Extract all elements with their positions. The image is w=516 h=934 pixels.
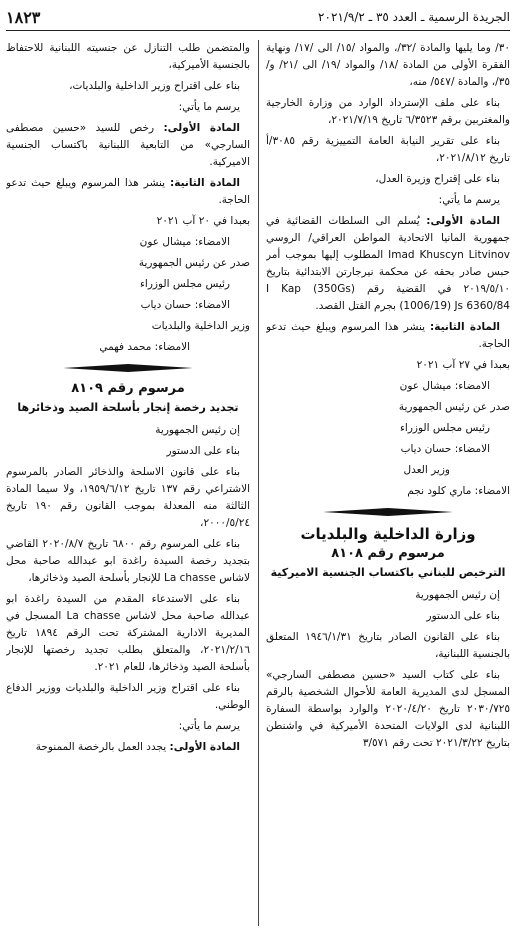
preamble-constitution: بناء على الدستور [166, 445, 240, 457]
recital-letter: بناء على كتاب السيد «حسين مصطفى السارجي» المسجل لدى المديرية العامة للأحوال الشخصية بالرقم ٢٠٣٠/٧٢٥ تاريخ ٢٠٢٠/٤/٢٠ والوارد بواسطة السفارة اللبنانية لدى الولايات المتحدة الأميركية في واشنطن بتاريخ ٢٠٢١/٣/٢٢ تحت رقم ٣/٥٧١ [266, 669, 510, 749]
page-number: ١٨٢٣ [6, 7, 41, 27]
recital-prosecution-report: بناء على تقرير النيابة العامة التمييزية رقم ٣٠٨٥/أ تاريخ ٢٠٢١/٨/١٢، [266, 135, 510, 164]
page-header [6, 4, 510, 31]
article-1-text: رخص للسيد «حسين مصطفى السارجي» من التابعية اللبنانية باكتساب الجنسية الاميركية. [6, 122, 250, 168]
decree-number: مرسوم رقم ٨١٠٩ [71, 381, 185, 396]
article-2-label: المادة الثانية: [170, 177, 240, 189]
section-divider [6, 360, 250, 376]
article-2 [6, 175, 250, 209]
issued-by: صدر عن رئيس الجمهورية [398, 401, 510, 413]
decree-date: بعبدا في ٢٧ آب ٢٠٢١ [416, 359, 510, 371]
decree-formula: يرسم ما يأتي: [438, 194, 500, 206]
article-2-label: المادة الثانية: [430, 321, 500, 333]
issued-by: صدر عن رئيس الجمهورية [138, 257, 250, 269]
preamble-president: إن رئيس الجمهورية [415, 589, 500, 601]
minister-signature: الامضاء: ماري كلود نجم [407, 485, 510, 497]
article-1-renewal [6, 739, 250, 756]
president-signature: الامضاء: ميشال عون [139, 236, 230, 248]
journal-title: الجريدة الرسمية ـ العدد ٣٥ ـ ٢٠٢١/٩/٢ [318, 10, 510, 24]
preamble-constitution: بناء على الدستور [426, 610, 500, 622]
decree-title: الترخيص للبناني باكتساب الجنسية الاميركية [270, 566, 506, 579]
column-rule [258, 40, 259, 926]
article-2-text: ينشر هذا المرسوم ويبلغ حيث تدعو الحاجة. [266, 321, 510, 350]
recital-application: بناء على الاستدعاء المقدم من السيدة راغدة ابو عبدالله صاحبة محل لاشاس La chasse المسجل في المديرية الادارية المشتركة تحت الرقم ١٨٩٤ تاريخ ٢٠٢١/٢/١٦، والمتعلق بطلب تجديد رخصتها للإنجار بأسلحة الصيد وذخائرها، للعام ٢٠٢١. [6, 593, 250, 673]
recital-weapons-law: بناء على قانون الاسلحة والذخائر الصادر بالمرسوم الاشتراعي رقم ١٣٧ تاريخ ١٩٥٩/٦/١٢، ولا سيما المادة الثالثة منه المعدلة بموجب القانون رقم ١٩٠ تاريخ ٢٠٠٠/٥/٢٤، [6, 466, 250, 529]
right-column [266, 40, 510, 926]
decree-number: مرسوم رقم ٨١٠٨ [331, 546, 445, 561]
prime-minister-title: رئيس مجلس الوزراء [399, 422, 490, 434]
minister-title: وزير الداخلية والبلديات [151, 320, 250, 332]
prime-minister-title: رئيس مجلس الوزراء [139, 278, 230, 290]
ministry-heading: وزارة الداخلية والبلديات [300, 525, 476, 543]
minister-title: وزير العدل [403, 464, 450, 476]
article-1-text: يجدد العمل بالرخصة الممنوحة [35, 741, 170, 753]
minister-signature: الامضاء: محمد فهمي [99, 341, 190, 353]
prime-minister-signature: الامضاء: حسان دياب [140, 299, 230, 311]
prime-minister-signature: الامضاء: حسان دياب [400, 443, 490, 455]
article-1-label: المادة الأولى: [426, 215, 500, 227]
recital-nationality-law: بناء على القانون الصادر بتاريخ ١٩٤٦/١/٣١ المتعلق بالجنسية اللبنانية، [266, 631, 510, 660]
recital-extradition-file: بناء على ملف الإسترداد الوارد من وزارة الخارجية والمغتربين برقم ٦/٣٥٢٣ تاريخ ٢٠٢١/٧/١٩، [266, 97, 510, 126]
continued-paragraph: والمتضمن طلب التنازل عن جنسيته اللبنانية للاحتفاظ بالجنسية الأميركية، [6, 42, 250, 71]
article-1-label: المادة الأولى: [169, 741, 240, 753]
decree-date: بعبدا في ٢٠ آب ٢٠٢١ [156, 215, 250, 227]
decree-formula: يرسم ما يأتي: [178, 720, 240, 732]
recital-minister-proposal: بناء على اقتراح وزير الداخلية والبلديات، [69, 80, 240, 92]
article-1-text: يُسلم الى السلطات القضائية في جمهورية المانيا الاتحادية المواطن العراقي/ الروسي Imad Khuscyn Litvinov المطلوب إليها بموجب أمر حبس صادر بحقه عن محكمة نيرجارتن الابتدائية بتاريخ ٢٠١٩/٥/١٠ في القضية رقم (350Gs) I Kap (1006/19) Js 6360/84 بجرم القتل القصد. [266, 215, 510, 312]
preamble-president: إن رئيس الجمهورية [155, 424, 240, 436]
recital-ministers-proposal: بناء على اقتراح وزير الداخلية والبلديات ووزير الدفاع الوطني. [6, 682, 250, 711]
article-2 [266, 319, 510, 353]
president-signature: الامضاء: ميشال عون [399, 380, 490, 392]
article-1-label: المادة الأولى: [163, 122, 240, 134]
continued-paragraph: ٣٠/ وما يليها والمادة /٣٢/، والمواد /١٥/ الى /١٧/ ونهاية الفقرة الأولى من المادة /١٨/ والمواد /١٩/ الى /٢١/ و/٣٥/، والمادة /٥٤٧/ منه، [266, 42, 510, 88]
decree-formula: يرسم ما يأتي: [178, 101, 240, 113]
article-1 [266, 213, 510, 315]
divider-ornament [323, 508, 453, 516]
recital-previous-decree: بناء على المرسوم رقم ٦٨٠٠ تاريخ ٢٠٢٠/٨/٧ القاضي بتجديد رخصة السيدة راغدة ابو عبدالله صاحبة محل لاشاس La chasse للإنجار بأسلحة الصيد وذخائرها، [6, 538, 250, 584]
article-2-text: ينشر هذا المرسوم ويبلغ حيث تدعو الحاجة. [6, 177, 250, 206]
decree-title: تجديد رخصة إنجار بأسلحة الصيد وذخائرها [17, 401, 239, 414]
left-column [6, 40, 250, 926]
recital-minister-proposal: بناء على إقتراح وزيرة العدل، [375, 173, 500, 185]
divider-ornament [63, 364, 193, 372]
article-1 [6, 120, 250, 171]
section-divider [266, 504, 510, 520]
